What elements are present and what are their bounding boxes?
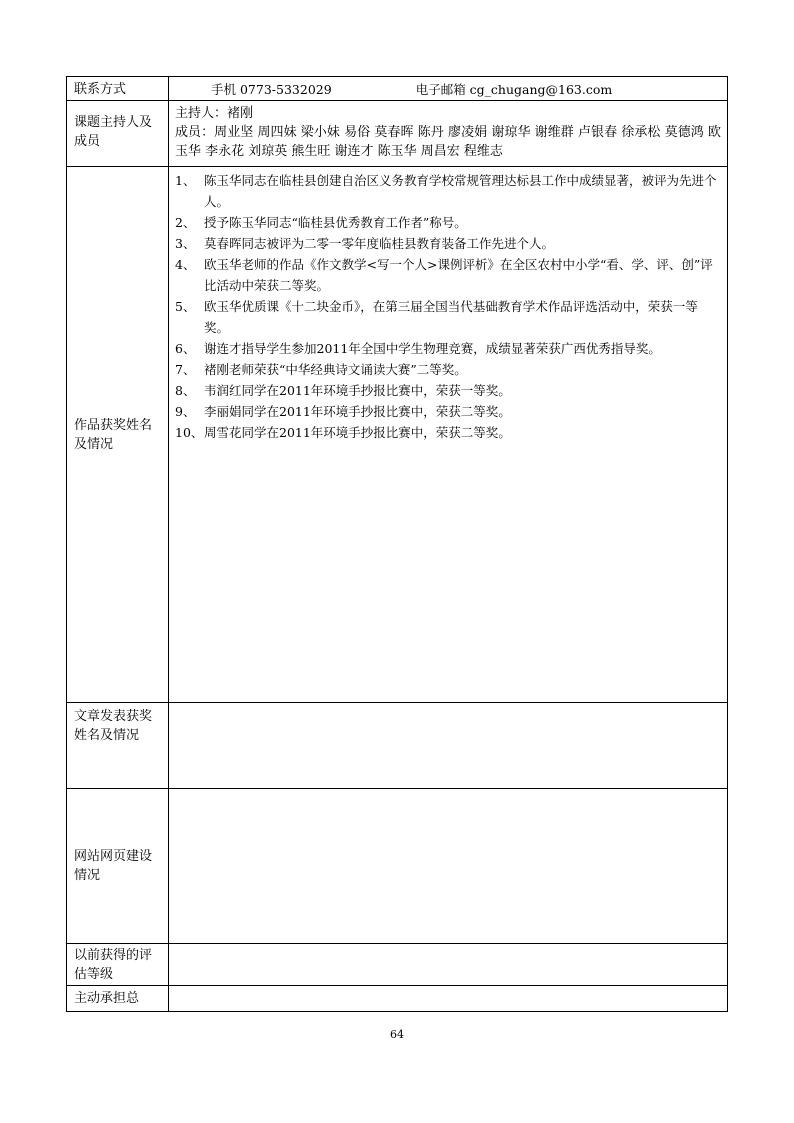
contact-label: 联系方式 xyxy=(67,77,169,101)
host-text: 主持人：褚刚 xyxy=(175,106,254,121)
row-initiative xyxy=(67,986,728,1012)
awards-label: 作品获奖姓名及情况 xyxy=(67,167,169,703)
award-item: 8、 韦润红同学在2011年环境手抄报比赛中，荣获一等奖。 xyxy=(175,383,511,398)
initiative-value xyxy=(169,986,728,1012)
award-item: 5、 欧玉华优质课《十二块金币》，在第三届全国当代基础教育学术作品评选活动中，荣获一等奖。 xyxy=(175,299,698,335)
project-info-table xyxy=(66,76,728,1012)
row-previous xyxy=(67,944,728,986)
website-label: 网站网页建设情况 xyxy=(67,789,169,944)
row-website xyxy=(67,789,728,944)
initiative-label: 主动承担总 xyxy=(67,986,169,1012)
award-item: 1、 陈玉华同志在临桂县创建自治区义务教育学校常规管理达标县工作中成绩显著，被评为先进个人。 xyxy=(175,173,717,209)
hosts-value xyxy=(169,101,728,167)
awards-value xyxy=(169,167,728,703)
hosts-label: 课题主持人及成员 xyxy=(67,101,169,167)
website-value xyxy=(169,789,728,944)
row-articles xyxy=(67,703,728,789)
email-text: 电子邮箱 cg_chugang@163.com xyxy=(415,82,613,97)
award-item: 3、 莫春晖同志被评为二零一零年度临桂县教育装备工作先进个人。 xyxy=(175,236,555,251)
contact-value xyxy=(169,77,728,101)
previous-label: 以前获得的评估等级 xyxy=(67,944,169,986)
row-hosts xyxy=(67,101,728,167)
previous-value xyxy=(169,944,728,986)
award-item: 10、 周雪花同学在2011年环境手抄报比赛中，荣获二等奖。 xyxy=(175,425,511,440)
row-contact xyxy=(67,77,728,101)
award-item: 4、 欧玉华老师的作品《作文教学<写一个人>课例评析》在全区农村中小学“看、学、评、创”评比活动中荣获二等奖。 xyxy=(175,257,713,293)
articles-value xyxy=(169,703,728,789)
award-item: 2、 授予陈玉华同志“临桂县优秀教育工作者”称号。 xyxy=(175,215,467,230)
row-awards xyxy=(67,167,728,703)
members-text: 成员：周业坚 周四妹 梁小妹 易俗 莫春晖 陈丹 廖凌娟 谢琼华 谢维群 卢银春 徐承松 莫德鸿 欧玉华 李永花 刘琼英 熊生旺 谢连才 陈玉华 周昌宏 程维志 xyxy=(175,125,721,159)
page-number: 64 xyxy=(390,1028,404,1041)
articles-label: 文章发表获奖姓名及情况 xyxy=(67,703,169,789)
award-item: 6、 谢连才指导学生参加2011年全国中学生物理竞赛，成绩显著荣获广西优秀指导奖。 xyxy=(175,341,661,356)
awards-list xyxy=(175,170,721,443)
award-item: 9、 李丽娟同学在2011年环境手抄报比赛中，荣获二等奖。 xyxy=(175,404,511,419)
award-item: 7、 褚刚老师荣获“中华经典诗文诵读大赛”二等奖。 xyxy=(175,362,467,377)
phone-text: 手机 0773-5332029 xyxy=(211,82,332,97)
